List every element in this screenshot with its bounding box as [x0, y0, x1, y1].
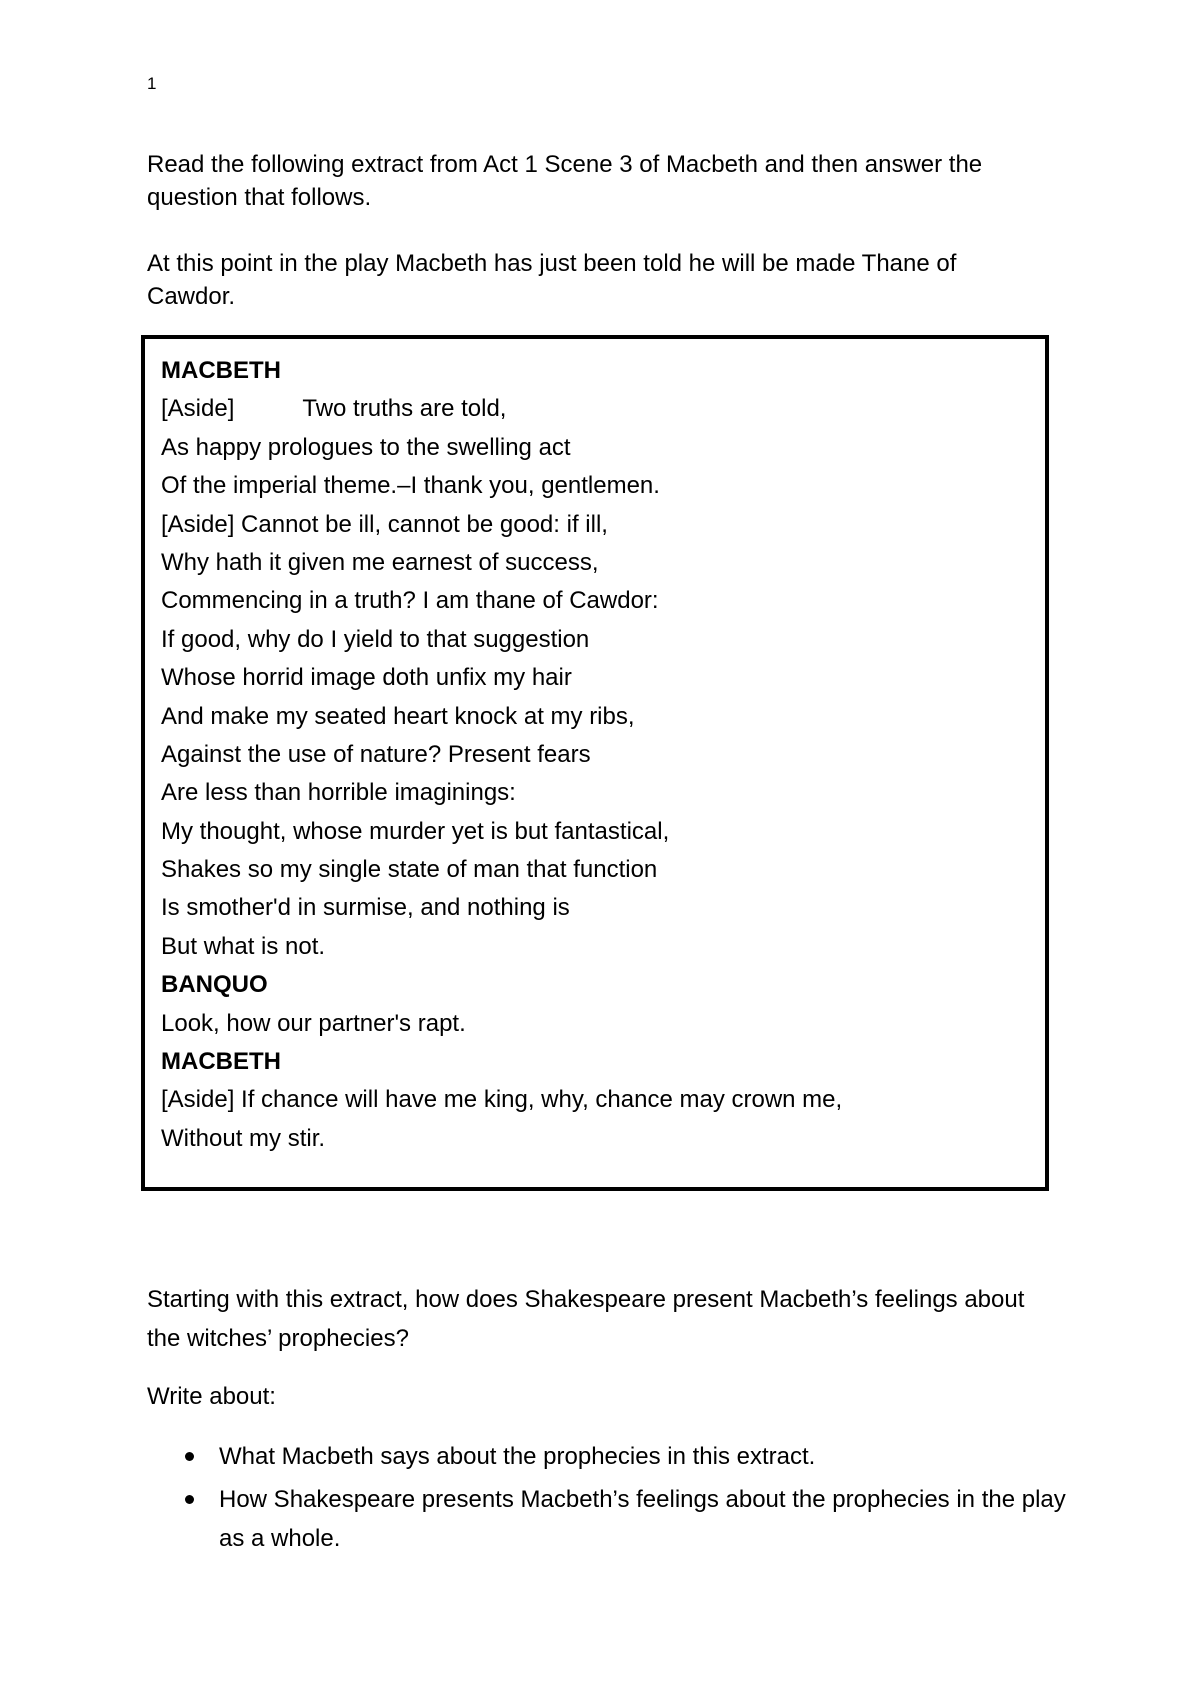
- context-text: At this point in the play Macbeth has just been told he will be made Thane of Cawdor.: [147, 250, 957, 310]
- extract-line: [Aside] Cannot be ill, cannot be good: if ill,: [161, 510, 608, 538]
- extract-line: And make my seated heart knock at my ribs,: [161, 702, 635, 730]
- speaker-macbeth: MACBETH: [161, 357, 281, 384]
- extract-box: [141, 335, 1049, 1191]
- bullet-icon: [185, 1495, 194, 1504]
- extract-line: As happy prologues to the swelling act: [161, 433, 571, 461]
- extract-line: Against the use of nature? Present fears: [161, 740, 591, 768]
- extract-line: Is smother'd in surmise, and nothing is: [161, 894, 570, 922]
- extract-line: Without my stir.: [161, 1124, 326, 1152]
- extract-line: [Aside] If chance will have me king, why, chance may crown me,: [161, 1086, 843, 1114]
- speaker-banquo: BANQUO: [161, 971, 268, 999]
- bullet-text: How Shakespeare presents Macbeth’s feelings about the prophecies in the play as a whole.: [219, 1486, 1066, 1552]
- speaker-macbeth: MACBETH: [161, 1048, 281, 1076]
- aside-marker: [Aside]: [161, 395, 235, 423]
- page-number: 1: [147, 74, 157, 93]
- list-item: [147, 1437, 1067, 1476]
- bullet-list: [147, 1437, 1067, 1562]
- extract-line: Of the imperial theme.–I thank you, gentlemen.: [161, 472, 660, 500]
- extract-line: My thought, whose murder yet is but fantastical,: [161, 817, 670, 845]
- bullet-text: What Macbeth says about the prophecies in this extract.: [219, 1443, 816, 1470]
- extract-line: Commencing in a truth? I am thane of Cawdor:: [161, 587, 659, 615]
- extract-line: But what is not.: [161, 932, 326, 960]
- list-item: [147, 1480, 1067, 1558]
- extract-line: Whose horrid image doth unfix my hair: [161, 664, 572, 692]
- extract-line-text: Two truths are told,: [302, 395, 507, 423]
- extract-line: Look, how our partner's rapt.: [161, 1009, 466, 1037]
- bullet-icon: [185, 1452, 194, 1461]
- extract-line: If good, why do I yield to that suggestion: [161, 625, 590, 653]
- question-prompt: Starting with this extract, how does Shakespeare present Macbeth’s feelings about the witches’ prophecies?: [147, 1286, 1025, 1352]
- instruction-text: Read the following extract from Act 1 Scene 3 of Macbeth and then answer the question that follows.: [147, 151, 983, 211]
- extract-line: Shakes so my single state of man that function: [161, 856, 658, 884]
- extract-line: Why hath it given me earnest of success,: [161, 548, 599, 576]
- write-about-label: Write about:: [147, 1383, 276, 1410]
- extract-line: Are less than horrible imaginings:: [161, 779, 516, 807]
- extract-line: [161, 390, 1045, 428]
